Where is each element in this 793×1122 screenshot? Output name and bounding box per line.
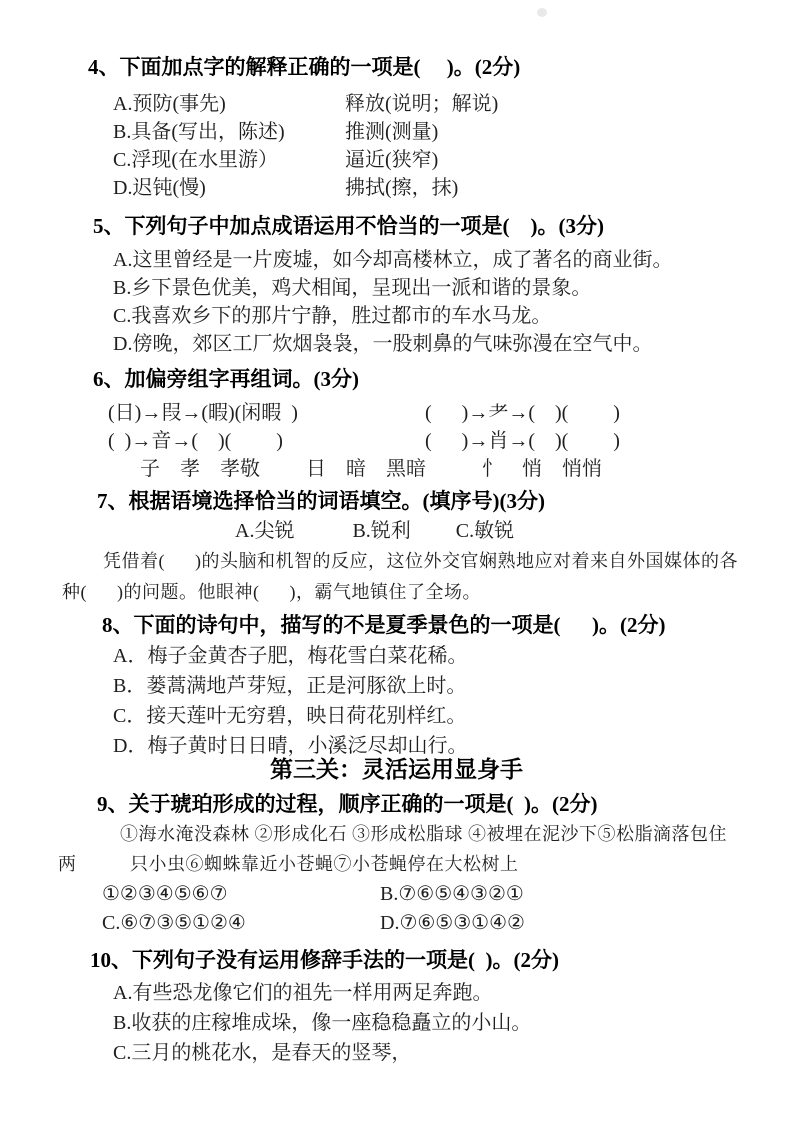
q4-option-row-a <box>113 90 793 118</box>
q6-fill-row-1 <box>108 399 793 427</box>
q7-paragraph-line-1: 凭借着( )的头脑和机智的反应，这位外交官娴熟地应对着来自外国媒体的各 <box>103 551 738 571</box>
q6-fill-example: (日)→叚→(暇)(闲暇 ) <box>108 402 298 424</box>
q9-option-c: C.⑥⑦③⑤①②④ <box>102 912 246 934</box>
q4-option-b-word2: 推测(测量) <box>345 121 439 143</box>
q6-fill-blank-lao: ( )→耂→( )( ) <box>425 402 620 424</box>
scan-smudge <box>537 8 547 17</box>
q5-option-a: A.这里曾经是一片废墟，如今却高楼林立，成了著名的商业街。 <box>113 249 673 271</box>
section-3-heading: 第三关：灵活运用显身手 <box>270 757 523 782</box>
q4-option-c-word: C.浮现(在水里游） <box>113 149 278 171</box>
question-4 <box>0 52 793 202</box>
q7-paragraph-line-2: 种( )的问题。他眼神( )，霸气地镇住了全场。 <box>62 582 481 602</box>
q7-choice-c: C.敏锐 <box>455 520 515 542</box>
question-5-title: 5、下列句子中加点成语运用不恰当的一项是( )。(3分) <box>93 214 604 238</box>
q8-option-a: A．梅子金黄杏子肥，梅花雪白菜花稀。 <box>113 645 468 667</box>
q8-option-d: D．梅子黄时日日晴，小溪泛尽却山行。 <box>113 735 468 757</box>
q9-option-d: D.⑦⑥⑤③①④② <box>380 912 525 934</box>
q9-option-b: B.⑦⑥⑤④③②① <box>380 883 524 905</box>
q4-option-d-word2: 拂拭(擦，抹) <box>345 177 459 199</box>
question-9 <box>0 789 793 937</box>
question-8 <box>0 610 793 760</box>
question-7 <box>0 486 793 606</box>
question-10-title: 10、下列句子没有运用修辞手法的一项是( )。(2分) <box>90 948 559 972</box>
question-4-title: 4、下面加点字的解释正确的一项是( )。(2分) <box>88 55 521 79</box>
q8-option-c: C．接天莲叶无穷碧，映日荷花别样红。 <box>113 705 467 727</box>
question-8-title: 8、下面的诗句中，描写的不是夏季景色的一项是( )。(2分) <box>102 613 666 637</box>
q5-option-c: C.我喜欢乡下的那片宁静，胜过都市的车水马龙。 <box>113 305 552 327</box>
q9-sequence-line-2 <box>58 850 793 878</box>
q6-bank-group-3: 忄 悄 悄悄 <box>482 458 602 480</box>
q6-bank-group-2: 日 暗 黑暗 <box>306 458 426 480</box>
q4-option-row-c <box>113 146 793 174</box>
q4-option-a-word: A.预防(事先) <box>113 93 226 115</box>
question-9-title: 9、关于琥珀形成的过程，顺序正确的一项是( )。(2分) <box>97 792 598 816</box>
q4-option-a-word2: 释放(说明；解说) <box>345 93 499 115</box>
question-10 <box>0 945 793 1067</box>
q10-option-b: B.收获的庄稼堆成垛，像一座稳稳矗立的小山。 <box>113 1012 532 1034</box>
q6-fill-row-2 <box>108 427 793 455</box>
q4-option-c-word2: 逼近(狭窄) <box>345 149 439 171</box>
q4-option-d-word: D.迟钝(慢) <box>113 177 206 199</box>
q4-option-b-word: B.具备(写出，陈述) <box>113 121 285 143</box>
q6-fill-blank-xiao: ( )→肖→( )( ) <box>425 430 620 452</box>
question-5 <box>0 211 793 358</box>
q5-option-d: D.傍晚，郊区工厂炊烟袅袅，一股刺鼻的气味弥漫在空气中。 <box>113 333 653 355</box>
q6-bank-group-1: 子 孝 孝敬 <box>140 458 260 480</box>
q6-fill-blank-yin: ( )→音→( )( ) <box>108 430 283 452</box>
q9-sequence-line-2-rest: 只小虫⑥蜘蛛靠近小苍蝇⑦小苍蝇停在大松树上 <box>130 854 519 874</box>
q9-option-row-2 <box>102 909 793 937</box>
q9-option-row-1 <box>102 880 793 908</box>
q8-option-b: B．蒌蒿满地芦芽短，正是河豚欲上时。 <box>113 675 467 697</box>
q9-sequence-line-1: ①海水淹没森林 ②形成化石 ③形成松脂球 ④被埋在泥沙下⑤松脂滴落包住 <box>120 824 727 844</box>
q4-option-row-d <box>113 174 793 202</box>
q7-choice-a: A.尖锐 <box>235 520 295 542</box>
q7-word-choices <box>235 517 793 545</box>
q7-choice-b: B.锐利 <box>352 520 411 542</box>
q9-wrapped-char: 两 <box>58 854 77 874</box>
q5-option-b: B.乡下景色优美，鸡犬相闻，呈现出一派和谐的景象。 <box>113 277 592 299</box>
q4-option-row-b <box>113 118 793 146</box>
question-6-title: 6、加偏旁组字再组词。(3分) <box>93 367 359 391</box>
question-7-title: 7、根据语境选择恰当的词语填空。(填序号)(3分) <box>97 489 545 513</box>
q9-option-a: ①②③④⑤⑥⑦ <box>102 883 228 905</box>
question-6 <box>0 364 793 483</box>
q6-answer-bank <box>140 455 793 483</box>
q10-option-c: C.三月的桃花水，是春天的竖琴， <box>113 1042 412 1064</box>
q10-option-a: A.有些恐龙像它们的祖先一样用两足奔跑。 <box>113 982 493 1004</box>
